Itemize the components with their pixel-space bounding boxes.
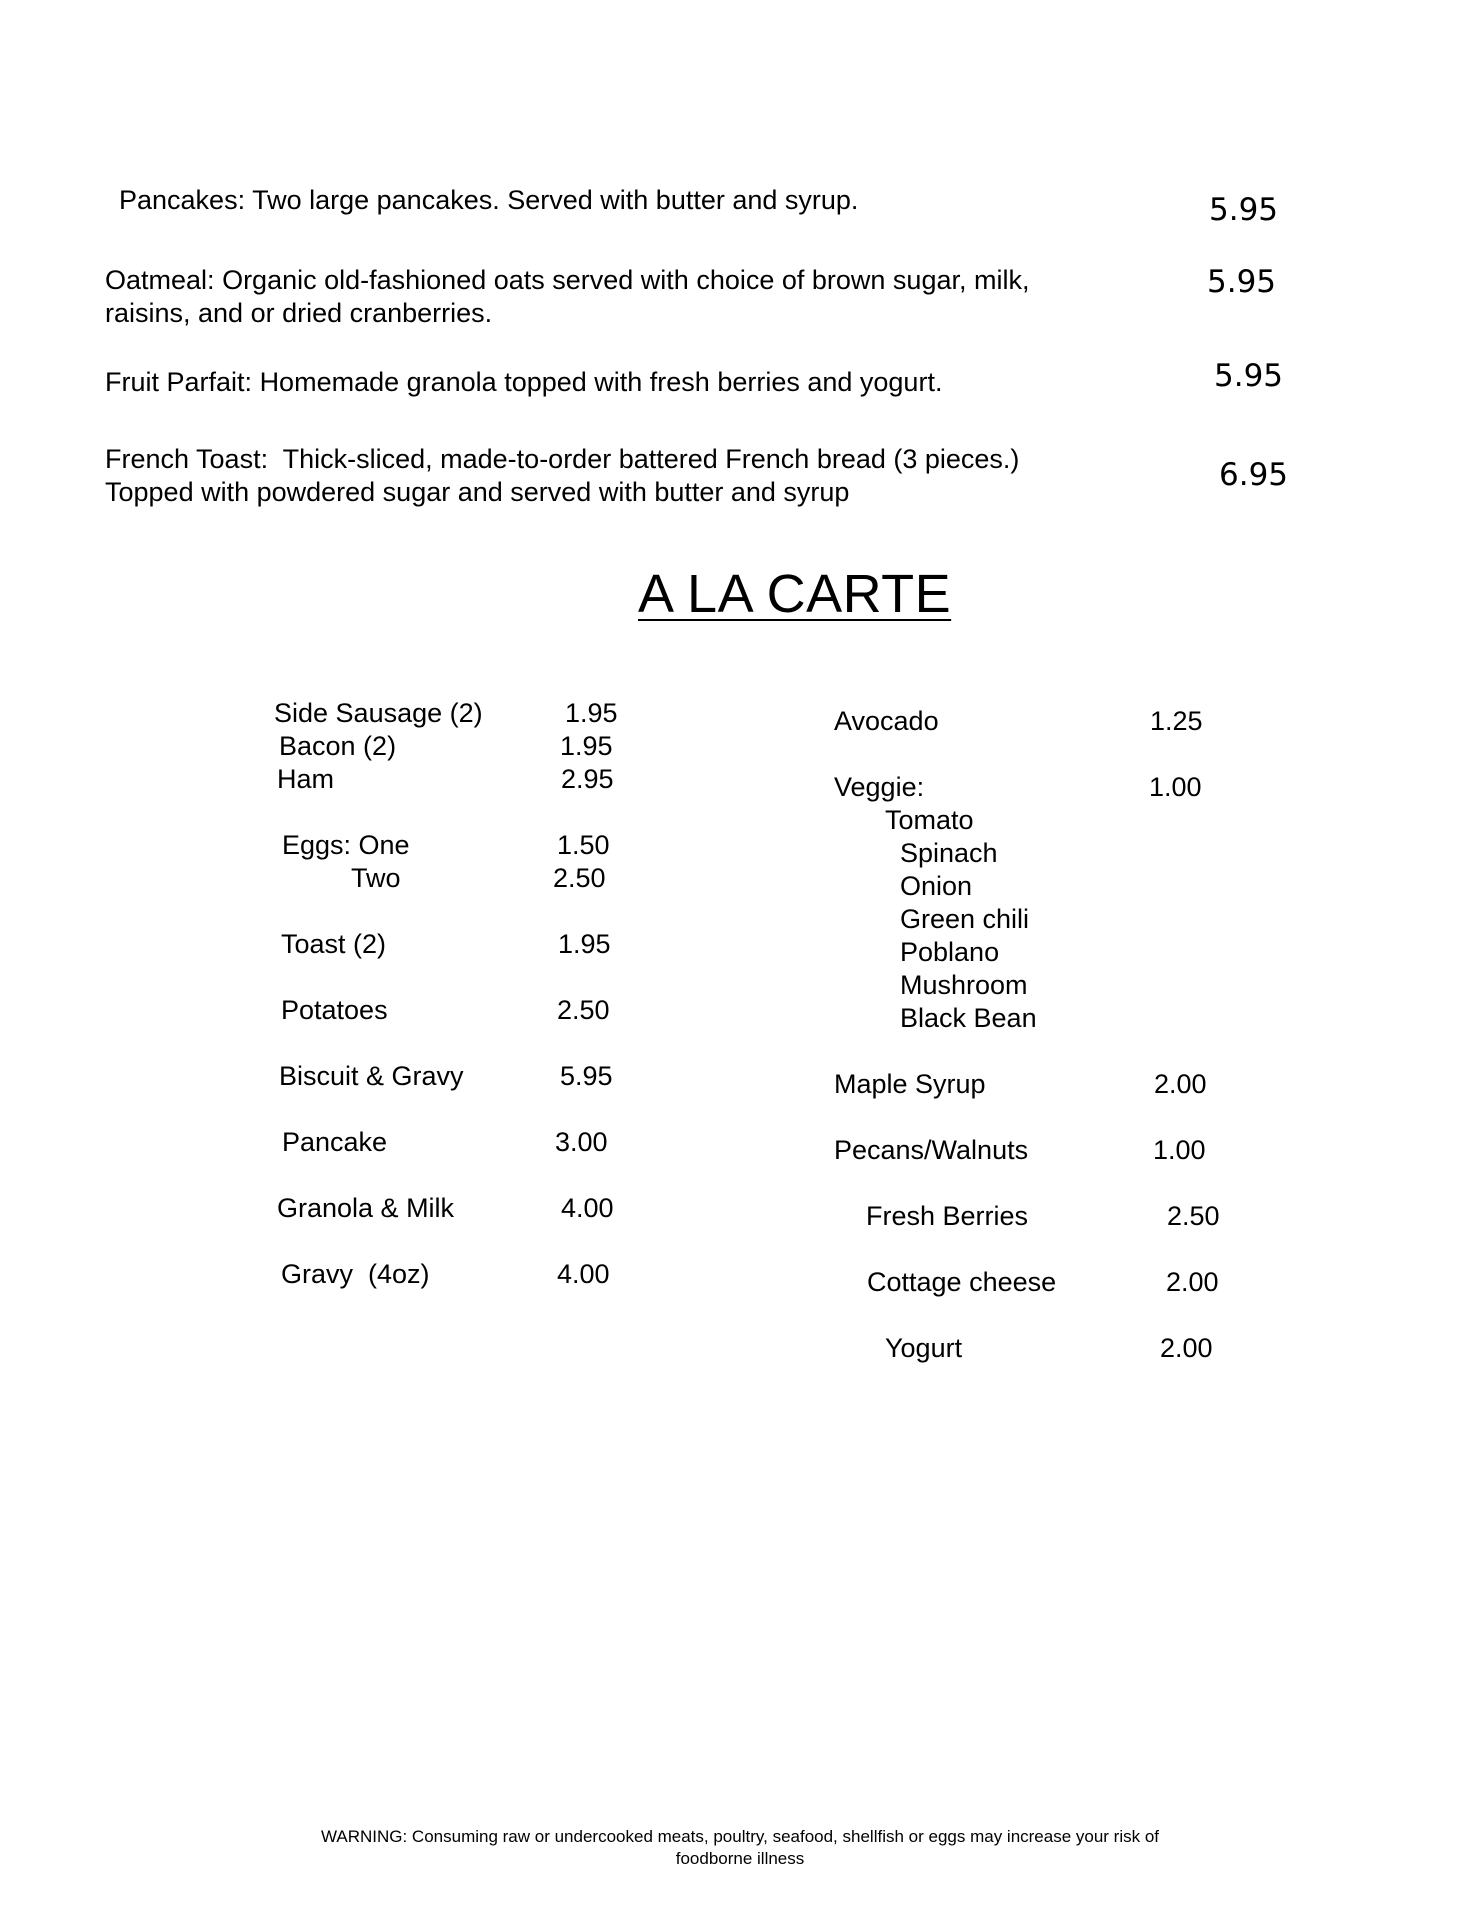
menu-item-fruit-parfait: [105, 366, 942, 399]
list-item-price: 3.00: [555, 1127, 608, 1157]
list-item-label: Maple Syrup: [834, 1069, 986, 1099]
list-item-label: Yogurt: [885, 1333, 963, 1363]
list-item-price: 4.00: [561, 1193, 614, 1223]
list-item-label: Biscuit & Gravy: [279, 1061, 464, 1091]
warning-line-2: foodborne illness: [675, 1849, 805, 1868]
list-item-price: 2.50: [557, 995, 610, 1025]
list-item-price: 1.50: [557, 830, 610, 860]
menu-item-price: 5.95: [1207, 264, 1277, 300]
list-item-label: Bacon (2): [279, 731, 397, 761]
list-item-price: 2.50: [553, 863, 606, 893]
list-item-price: 5.95: [560, 1061, 613, 1091]
veggie-item: Tomato: [885, 805, 974, 835]
list-item-label: Avocado: [834, 706, 939, 736]
veggie-item: Spinach: [900, 838, 998, 868]
menu-item-desc: Two large pancakes. Served with butter and syrup.: [252, 185, 859, 215]
list-item-price: 1.25: [1150, 706, 1203, 736]
list-item-price: 2.00: [1154, 1069, 1207, 1099]
veggie-item: Mushroom: [900, 970, 1028, 1000]
veggie-item: Onion: [900, 871, 973, 901]
list-item-label: Potatoes: [281, 995, 388, 1025]
list-item-price: 1.95: [560, 731, 613, 761]
list-item-price: 4.00: [557, 1259, 610, 1289]
warning-line-1: WARNING: Consuming raw or undercooked meats, poultry, seafood, shellfish or eggs may increase your risk of: [320, 1827, 1160, 1846]
menu-item-desc-line2: Topped with powdered sugar and served with butter and syrup: [105, 477, 850, 507]
list-item-label: Side Sausage (2): [274, 698, 483, 728]
menu-item-desc: Thick-sliced, made-to-order battered French bread (3 pieces.): [282, 444, 1020, 474]
list-item-label: Fresh Berries: [866, 1201, 1029, 1231]
list-item-label: Granola & Milk: [277, 1193, 455, 1223]
list-item-label: Cottage cheese: [867, 1267, 1057, 1297]
veggie-item: Black Bean: [900, 1003, 1037, 1033]
list-item-price: 2.50: [1167, 1201, 1220, 1231]
menu-item-desc: Organic old-fashioned oats served with choice of brown sugar, milk,: [222, 265, 1030, 295]
warning-notice: [240, 1826, 1240, 1870]
list-item-price: 1.95: [565, 698, 618, 728]
menu-item-price: 5.95: [1209, 192, 1279, 228]
menu-item-name: Pancakes:: [119, 185, 246, 215]
list-item-price: 2.95: [561, 764, 614, 794]
menu-item-french-toast: [105, 443, 1019, 509]
list-item-label: Toast (2): [281, 929, 387, 959]
list-item-price: 1.00: [1153, 1135, 1206, 1165]
list-item-label: Veggie:: [834, 772, 925, 802]
menu-item-oatmeal: [105, 264, 1029, 330]
menu-item-price: 5.95: [1214, 358, 1284, 394]
menu-item-name: Fruit Parfait:: [105, 367, 253, 397]
menu-item-desc-line2: raisins, and or dried cranberries.: [105, 298, 493, 328]
section-title-a-la-carte: A LA CARTE: [638, 564, 952, 624]
menu-item-pancakes: [119, 184, 858, 217]
list-item-label: Pancake: [282, 1127, 388, 1157]
list-item-label: Eggs: One: [282, 830, 410, 860]
list-item-label: Pecans/Walnuts: [834, 1135, 1029, 1165]
list-item-price: 1.00: [1149, 772, 1202, 802]
list-item-price: 2.00: [1166, 1267, 1219, 1297]
menu-item-name: Oatmeal:: [105, 265, 215, 295]
menu-item-name: French Toast:: [105, 444, 269, 474]
list-item-label: Two: [351, 863, 401, 893]
veggie-item: Poblano: [900, 937, 1000, 967]
veggie-item: Green chili: [900, 904, 1030, 934]
menu-item-price: 6.95: [1219, 457, 1289, 493]
list-item-label: Ham: [277, 764, 335, 794]
list-item-price: 1.95: [558, 929, 611, 959]
list-item-label: Gravy (4oz): [281, 1259, 430, 1289]
list-item-price: 2.00: [1160, 1333, 1213, 1363]
menu-item-desc: Homemade granola topped with fresh berries and yogurt.: [259, 367, 943, 397]
